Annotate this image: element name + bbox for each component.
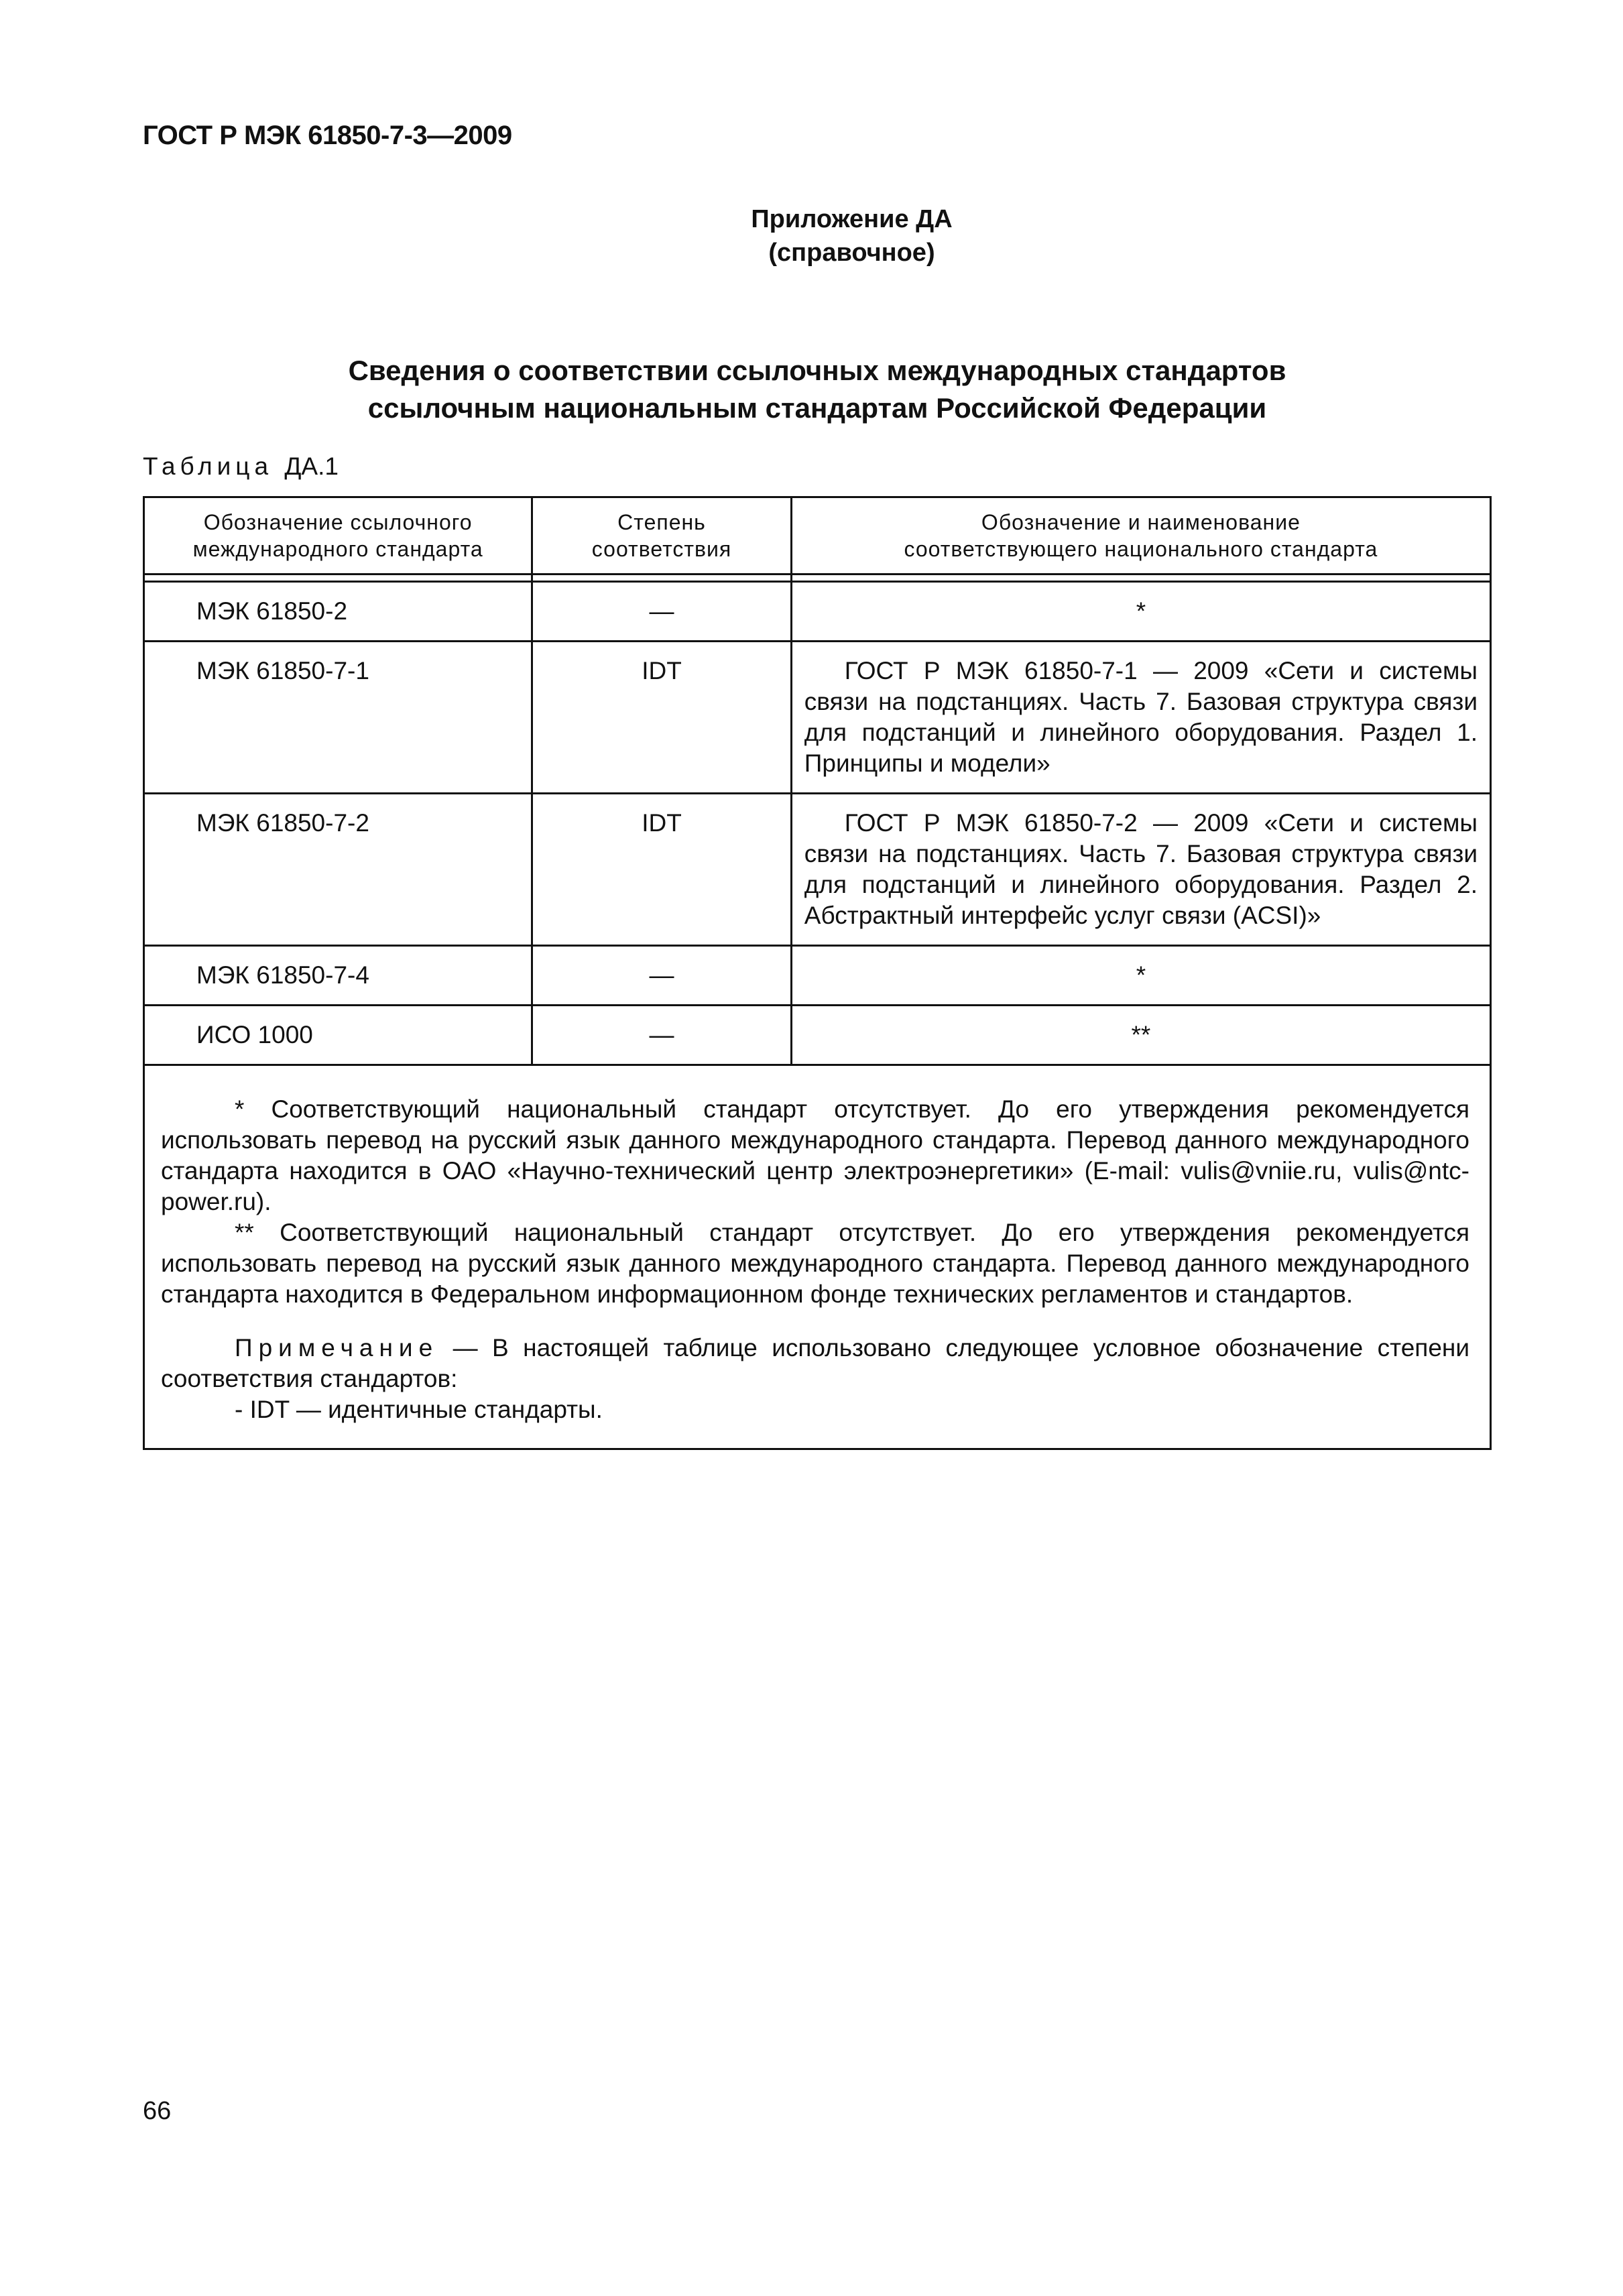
- cell-national-text: ГОСТ Р МЭК 61850-7-1 — 2009 «Сети и системы связи на подстанциях. Часть 7. Базовая структура связи для подстанций и линейного оборудования. Раздел 1. Принципы и модели»: [804, 657, 1478, 777]
- appendix-subtitle: (справочное): [768, 239, 935, 267]
- appendix-title: Приложение ДА: [751, 205, 953, 233]
- standards-table: [143, 496, 1492, 1450]
- note-text: — В настоящей таблице использовано следующее условное обозначение степени соответствия стандартов:: [161, 1334, 1469, 1392]
- header-national-standard: [791, 497, 1490, 575]
- table-footer-row: [144, 1065, 1491, 1449]
- cell-degree: IDT: [532, 642, 792, 794]
- cell-code: МЭК 61850-7-4: [144, 946, 532, 1006]
- cell-degree: —: [532, 946, 792, 1006]
- header-col1-line2: международного стандарта: [192, 537, 483, 561]
- header-degree: [532, 497, 792, 575]
- cell-code: МЭК 61850-2: [144, 582, 532, 642]
- table-row: [144, 582, 1491, 642]
- header-col1-line1: Обозначение ссылочного: [203, 510, 473, 534]
- cell-degree: —: [532, 1006, 792, 1065]
- cell-code: ИСО 1000: [144, 1006, 532, 1065]
- table-header-row: [144, 497, 1491, 575]
- footnote-double-asterisk: ** Соответствующий национальный стандарт отсутствует. До его утверждения рекомендуется использовать перевод на русский язык данного международного стандарта. Перевод данного международного стандарта находится в Федеральном информационном фонде технических регламентов и стандартов.: [161, 1219, 1469, 1308]
- table-label: [143, 452, 339, 481]
- cell-national-text: ГОСТ Р МЭК 61850-7-2 — 2009 «Сети и системы связи на подстанциях. Часть 7. Базовая структура связи для подстанций и линейного оборудования. Раздел 2. Абстрактный интерфейс услуг связи (ACSI)»: [804, 809, 1478, 929]
- table-label-number: ДА.1: [284, 452, 339, 480]
- cell-national: **: [791, 1006, 1490, 1065]
- table-row: [144, 794, 1491, 946]
- cell-national: *: [791, 582, 1490, 642]
- footnote-single-asterisk: * Соответствующий национальный стандарт отсутствует. До его утверждения рекомендуется использовать перевод на русский язык данного международного стандарта. Перевод данного международного стандарта находится в ОАО «Научно-технический центр электроэнергетики» (E-mail: vulis@vniie.ru, vulis@ntc-power.ru).: [161, 1095, 1469, 1215]
- cell-national: [791, 794, 1490, 946]
- cell-degree: IDT: [532, 794, 792, 946]
- header-col2-line1: Степень: [617, 510, 706, 534]
- cell-national: *: [791, 946, 1490, 1006]
- note-item: - IDT — идентичные стандарты.: [235, 1396, 603, 1423]
- section-title-line-2: ссылочным национальным стандартам Российской Федерации: [367, 392, 1267, 424]
- section-title-line-1: Сведения о соответствии ссылочных международных стандартов: [348, 355, 1286, 386]
- section-title: [143, 352, 1492, 427]
- header-col3-line1: Обозначение и наименование: [981, 510, 1301, 534]
- note-label: Примечание: [235, 1334, 439, 1362]
- table-row: [144, 946, 1491, 1006]
- table-label-word: Таблица: [143, 452, 274, 480]
- header-col2-line2: соответствия: [591, 537, 732, 561]
- table-row: [144, 642, 1491, 794]
- table-row: [144, 1006, 1491, 1065]
- header-col3-line2: соответствующего национального стандарта: [904, 537, 1378, 561]
- cell-code: МЭК 61850-7-1: [144, 642, 532, 794]
- header-separator: [144, 575, 1491, 582]
- header-international-standard: [144, 497, 532, 575]
- table-note: [161, 1333, 1469, 1394]
- page-number: 66: [143, 2097, 172, 2125]
- document-code: ГОСТ Р МЭК 61850-7-3—2009: [143, 121, 512, 150]
- cell-degree: —: [532, 582, 792, 642]
- cell-national: [791, 642, 1490, 794]
- table-footnotes: [144, 1065, 1491, 1449]
- cell-code: МЭК 61850-7-2: [144, 794, 532, 946]
- appendix-heading: [0, 202, 1623, 269]
